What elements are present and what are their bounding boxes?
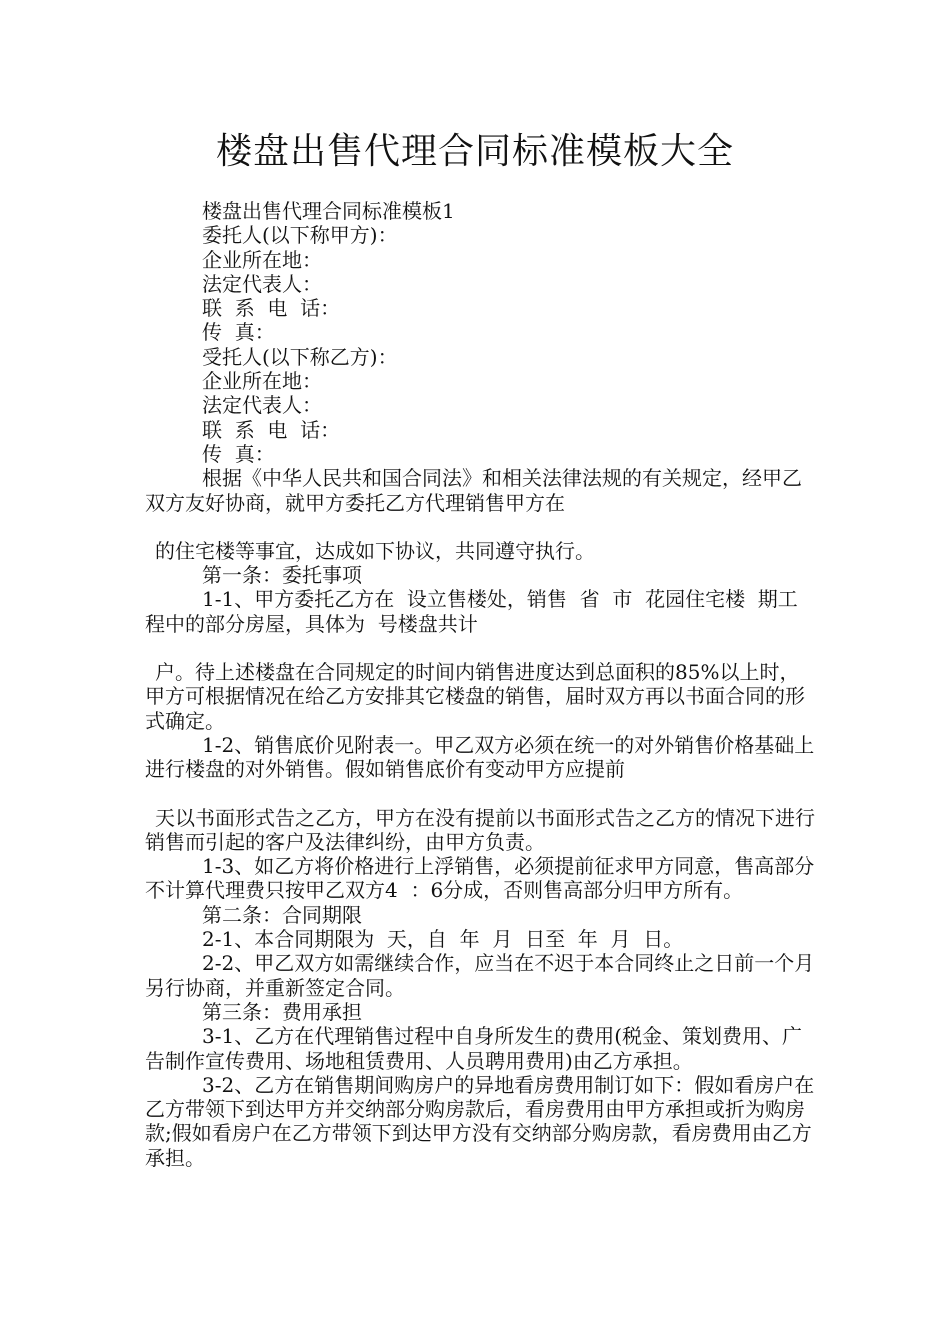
blank-line <box>145 782 815 806</box>
party-b-label: 受托人(以下称乙方)： <box>202 344 398 369</box>
blank-line <box>145 515 815 539</box>
clause-1-1: 1-1、甲方委托乙方在 设立售楼处，销售 省 市 花园住宅楼 期工程中的部分房屋，具体为 号楼盘共计 <box>145 587 798 636</box>
party-b-phone: 联 系 电 话： <box>202 417 341 442</box>
party-b-representative: 法定代表人： <box>202 393 322 418</box>
article-2-heading: 第二条：合同期限 <box>202 902 362 927</box>
article-3-heading: 第三条：费用承担 <box>202 999 362 1024</box>
clause-1-2: 1-2、销售底价见附表一。甲乙双方必须在统一的对外销售价格基础上进行楼盘的对外销售。假如销售底价有变动甲方应提前 <box>145 732 815 782</box>
party-a-address: 企业所在地： <box>202 247 322 272</box>
blank-line <box>145 636 815 660</box>
clause-1-2-continuation: 天以书面形式告之乙方，甲方在没有提前以书面形式告之乙方的情况下进行销售而引起的客户及法律纠纷，由甲方负责。 <box>145 805 815 854</box>
preamble-paragraph: 根据《中华人民共和国合同法》和相关法律法规的有关规定，经甲乙双方友好协商，就甲方委托乙方代理销售甲方在 <box>145 466 802 515</box>
clause-1-3: 1-3、如乙方将价格进行上浮销售，必须提前征求甲方同意，售高部分不计算代理费只按甲乙双方4 ：6分成，否则售高部分归甲方所有。 <box>145 854 815 903</box>
party-b-fax: 传 真： <box>202 441 275 466</box>
clause-3-2: 3-2、乙方在销售期间购房户的异地看房费用制订如下：假如看房户在乙方带领下到达甲方并交纳部分购房款后，看房费用由甲方承担或折为购房款;假如看房户在乙方带领下到达甲方没有交纳部分购房款，看房费用由乙方承担。 <box>145 1072 815 1170</box>
party-a-fax: 传 真： <box>202 320 275 345</box>
document-subtitle: 楼盘出售代理合同标准模板1 <box>202 199 455 223</box>
preamble-continuation: 的住宅楼等事宜，达成如下协议，共同遵守执行。 <box>155 538 595 563</box>
document-body <box>145 199 815 1170</box>
party-a-phone: 联 系 电 话： <box>202 296 341 321</box>
party-b-address: 企业所在地： <box>202 369 322 394</box>
clause-3-1: 3-1、乙方在代理销售过程中自身所发生的费用(税金、策划费用、广告制作宣传费用、场地租赁费用、人员聘用费用)由乙方承担。 <box>145 1024 803 1073</box>
party-a-representative: 法定代表人： <box>202 271 322 296</box>
document-title: 楼盘出售代理合同标准模板大全 <box>215 131 734 172</box>
clause-2-1: 2-1、本合同期限为 天，自 年 月 日至 年 月 日。 <box>202 927 684 952</box>
clause-1-1-continuation: 户。待上述楼盘在合同规定的时间内销售进度达到总面积的85%以上时，甲方可根据情况在给乙方安排其它楼盘的销售，届时双方再以书面合同的形式确定。 <box>145 660 805 733</box>
party-a-label: 委托人(以下称甲方)： <box>202 223 398 248</box>
article-1-heading: 第一条：委托事项 <box>202 563 362 588</box>
clause-2-2: 2-2、甲乙双方如需继续合作，应当在不迟于本合同终止之日前一个月另行协商，并重新签定合同。 <box>145 951 815 1000</box>
